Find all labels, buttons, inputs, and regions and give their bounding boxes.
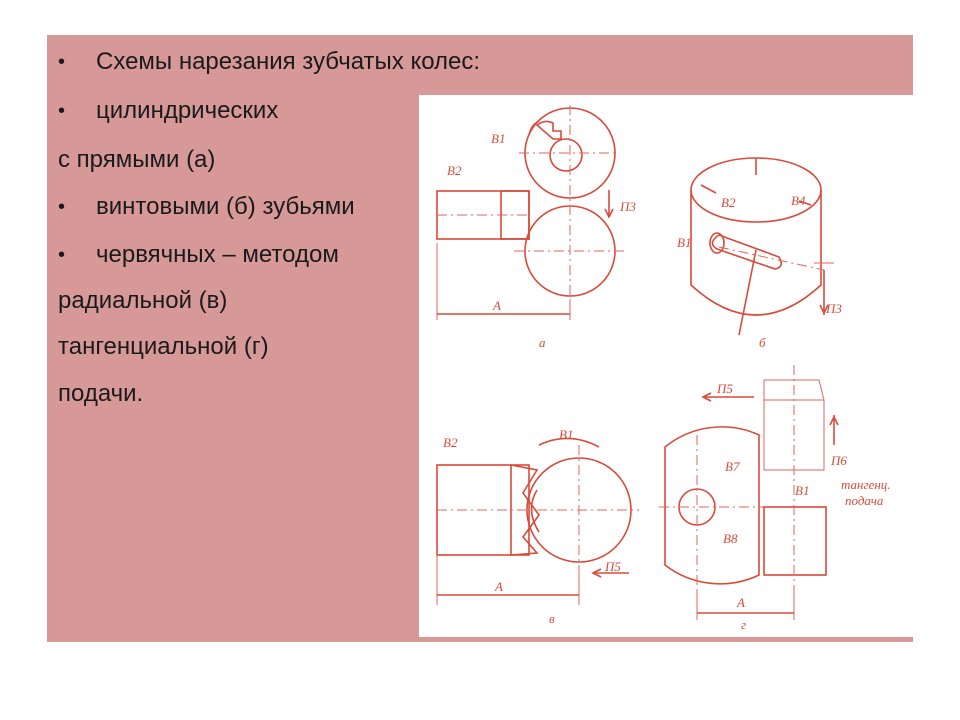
g-label-b7: B7 <box>725 459 740 474</box>
scheme-b <box>677 158 842 350</box>
a-gear-hub <box>550 139 582 171</box>
b-label-b1: B1 <box>677 235 692 250</box>
b-label-b4: B4 <box>791 193 806 208</box>
text-line-tangential: тангенциальной (г) <box>58 333 269 360</box>
b-label-p3: П3 <box>826 301 842 316</box>
scheme-a <box>437 105 636 350</box>
scheme-v <box>437 427 639 626</box>
g-label-a: A <box>737 595 745 610</box>
g-label-b1: B1 <box>795 483 810 498</box>
g-note-feed: подача <box>845 493 884 508</box>
b-worm-cutter <box>712 235 781 269</box>
g-label-b8: B8 <box>723 531 738 546</box>
text-line-helical: винтовыми (б) зубьями <box>96 193 355 220</box>
a-label-a: A <box>493 298 501 313</box>
a-gear-tooth <box>537 121 561 139</box>
bullet-4: • <box>58 244 66 266</box>
text-line-radial: радиальной (в) <box>58 287 228 314</box>
bullet-3: • <box>58 196 66 218</box>
text-line-straight: с прямыми (а) <box>58 146 216 173</box>
a-label-p3: П3 <box>620 199 636 214</box>
b-caption: б <box>759 335 766 350</box>
v-label-p5: П5 <box>605 559 621 574</box>
b-label-b2: B2 <box>721 195 736 210</box>
text-line-worm: червячных – методом <box>96 241 339 268</box>
g-hob-teeth <box>764 507 826 575</box>
v-label-a: A <box>495 579 503 594</box>
g-label-p6: П6 <box>831 453 847 468</box>
gear-cutting-schemes-figure <box>419 95 913 637</box>
text-line-cylindrical: цилиндрических <box>96 97 279 124</box>
scheme-g <box>659 365 891 632</box>
text-line-feed: подачи. <box>58 380 144 407</box>
a-label-b2: B2 <box>447 163 462 178</box>
bullet-1: • <box>58 51 66 73</box>
text-line-title: Схемы нарезания зубчатых колес: <box>96 48 481 75</box>
v-label-b2: B2 <box>443 435 458 450</box>
a-label-b1: B1 <box>491 131 506 146</box>
v-label-b1: B1 <box>559 427 574 442</box>
schemes-drawing <box>419 95 913 637</box>
v-caption: в <box>549 611 555 626</box>
a-caption: а <box>539 335 546 350</box>
bullet-2: • <box>58 100 66 122</box>
g-caption: г <box>741 617 747 632</box>
g-label-p5: П5 <box>717 381 733 396</box>
g-note-tangential: тангенц. <box>841 477 891 492</box>
